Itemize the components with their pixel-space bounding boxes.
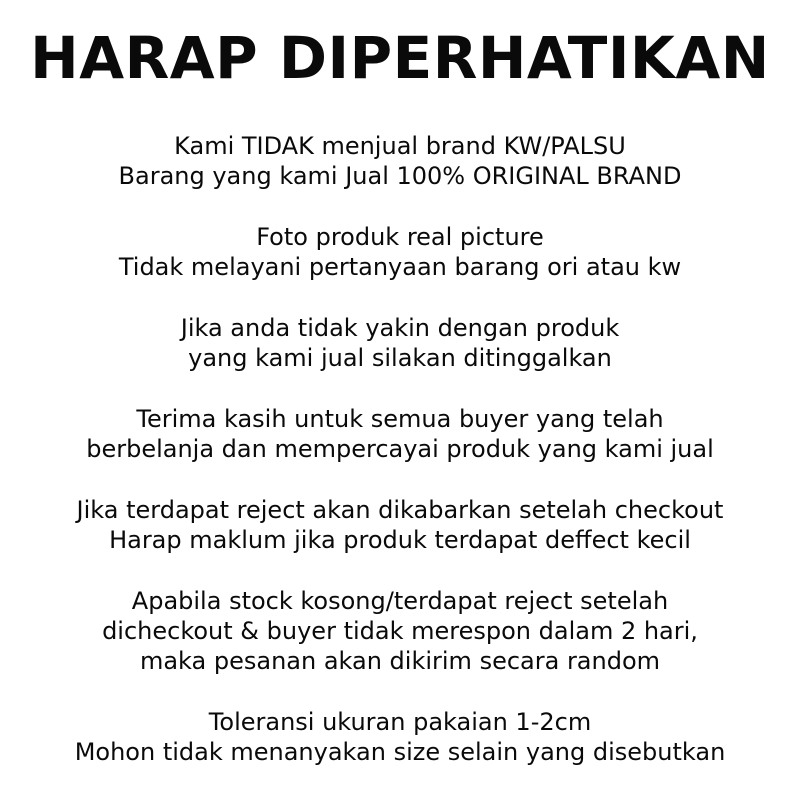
paragraph-stock-empty — [0, 586, 800, 676]
paragraph-real-picture — [0, 222, 800, 282]
paragraph-thanks — [0, 404, 800, 464]
paragraph-line: Toleransi ukuran pakaian 1-2cm — [208, 708, 592, 736]
paragraph-line: Mohon tidak menanyakan size selain yang disebutkan — [74, 738, 726, 766]
paragraph-line: Apabila stock kosong/terdapat reject setelah — [131, 587, 669, 615]
paragraph-line: Tidak melayani pertanyaan barang ori atau kw — [118, 253, 682, 281]
paragraph-line: Jika terdapat reject akan dikabarkan setelah checkout — [76, 496, 724, 524]
paragraph-line: dicheckout & buyer tidak merespon dalam 2 hari, — [102, 617, 698, 645]
paragraph-size-tolerance — [0, 707, 800, 767]
paragraph-not-sure — [0, 313, 800, 373]
notice-title: HARAP DIPERHATIKAN — [30, 24, 770, 92]
paragraph-line: maka pesanan akan dikirim secara random — [139, 647, 661, 675]
paragraph-authenticity — [0, 131, 800, 191]
paragraph-line: berbelanja dan mempercayai produk yang kami jual — [86, 435, 714, 463]
paragraph-line: yang kami jual silakan ditinggalkan — [188, 344, 612, 372]
paragraph-reject — [0, 495, 800, 555]
paragraph-line: Terima kasih untuk semua buyer yang telah — [136, 405, 664, 433]
paragraph-line: Jika anda tidak yakin dengan produk — [180, 314, 620, 342]
paragraph-line: Barang yang kami Jual 100% ORIGINAL BRAND — [118, 162, 682, 190]
paragraph-line: Kami TIDAK menjual brand KW/PALSU — [174, 132, 626, 160]
paragraph-line: Foto produk real picture — [256, 223, 544, 251]
paragraph-line: Harap maklum jika produk terdapat deffect kecil — [109, 526, 691, 554]
